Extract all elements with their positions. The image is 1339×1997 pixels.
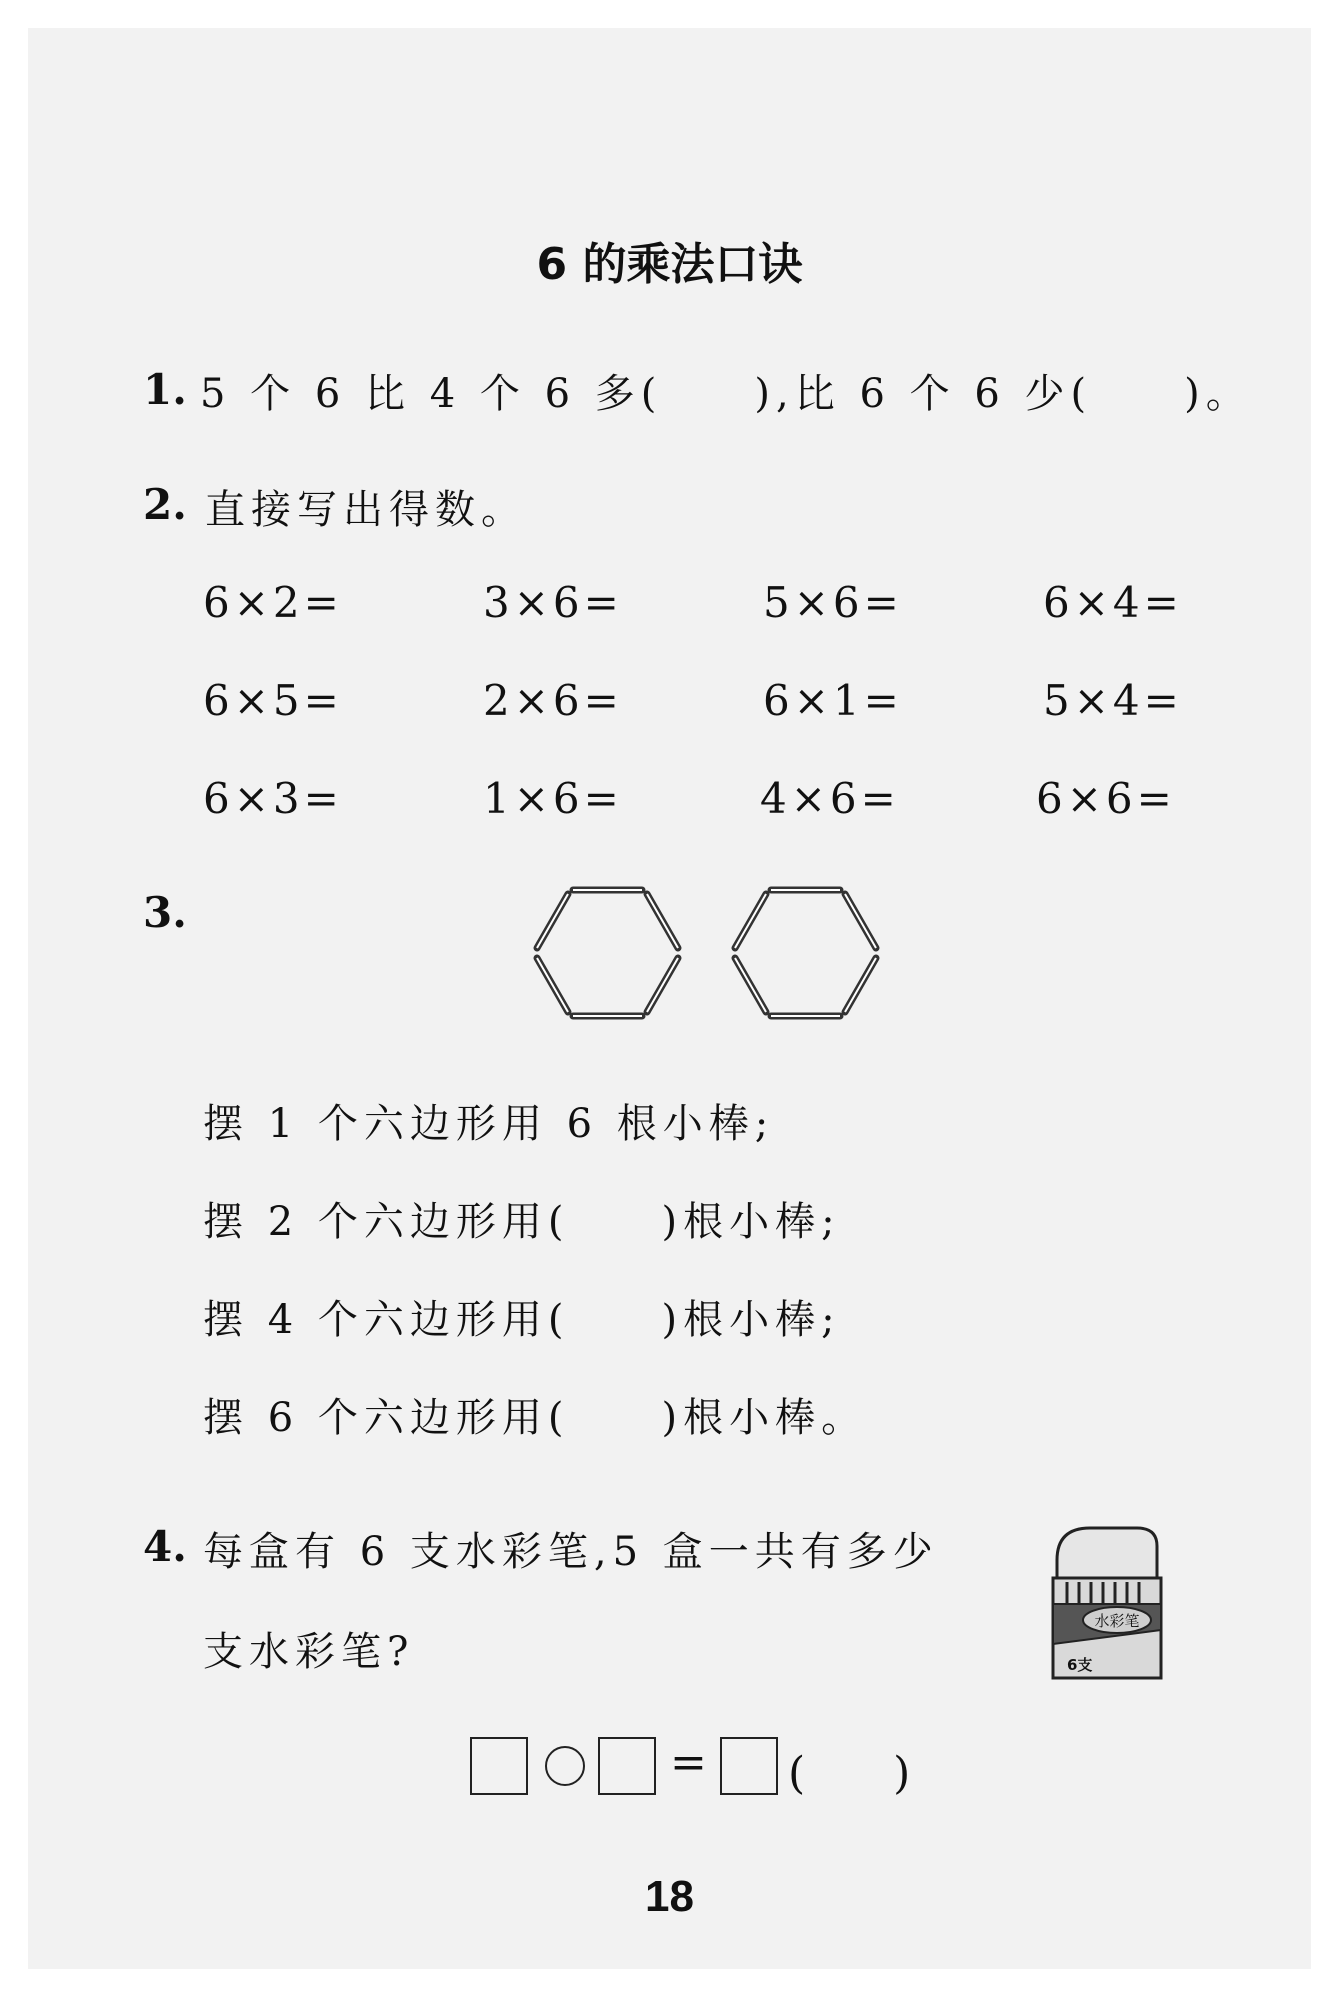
box-label-text: 水彩笔 [1094,1612,1140,1630]
question-4-line-2: 支水彩笔? [203,1629,415,1675]
question-3-line-3: 摆 4 个六边形用( )根小棒; [203,1297,841,1343]
answer-box-1[interactable] [470,1737,528,1795]
equation-r3c2: 1×6= [483,774,623,823]
equation-r1c2: 3×6= [483,578,623,627]
pen-tips-icon [1067,1582,1139,1604]
question-1-number: 1. [143,365,187,414]
question-3-line-4: 摆 6 个六边形用( )根小棒。 [203,1395,868,1441]
question-2-number: 2. [143,480,187,529]
equation-r2c1: 6×5= [203,676,343,725]
hexagon-left [537,890,678,1016]
equals-sign: = [670,1737,707,1788]
question-4-line-1: 每盒有 6 支水彩笔,5 盒一共有多少 [203,1529,939,1575]
page-title: 6 的乘法口诀 [536,239,803,290]
question-3-line-2: 摆 2 个六边形用( )根小棒; [203,1199,841,1245]
question-1-text: 5 个 6 比 4 个 6 多( ),比 6 个 6 少( )。 [200,371,1252,417]
page-number: 18 [645,1872,694,1921]
equation-r1c4: 6×4= [1043,578,1183,627]
equation-r1c3: 5×6= [763,578,903,627]
question-3-line-1: 摆 1 个六边形用 6 根小棒; [203,1101,775,1147]
question-2-instruction: 直接写出得数。 [205,487,527,533]
answer-box-2[interactable] [598,1737,656,1795]
operator-circle[interactable] [545,1746,585,1786]
equation-r3c3: 4×6= [760,774,900,823]
equation-r1c1: 6×2= [203,578,343,627]
equation-r2c3: 6×1= [763,676,903,725]
question-3-number: 3. [143,888,187,937]
equation-r2c4: 5×4= [1043,676,1183,725]
equation-r2c2: 2×6= [483,676,623,725]
box-lid-icon [1057,1528,1157,1578]
equation-r3c4: 6×6= [1036,774,1176,823]
question-4-number: 4. [143,1522,187,1571]
hexagon-sticks-figure [530,880,890,1030]
box-count-text: 6支 [1067,1656,1093,1674]
unit-parentheses: ( ) [788,1748,911,1799]
answer-box-result[interactable] [720,1737,778,1795]
equation-r3c1: 6×3= [203,774,343,823]
watercolor-pen-box-illustration [1045,1520,1170,1685]
hexagon-right [735,890,876,1016]
